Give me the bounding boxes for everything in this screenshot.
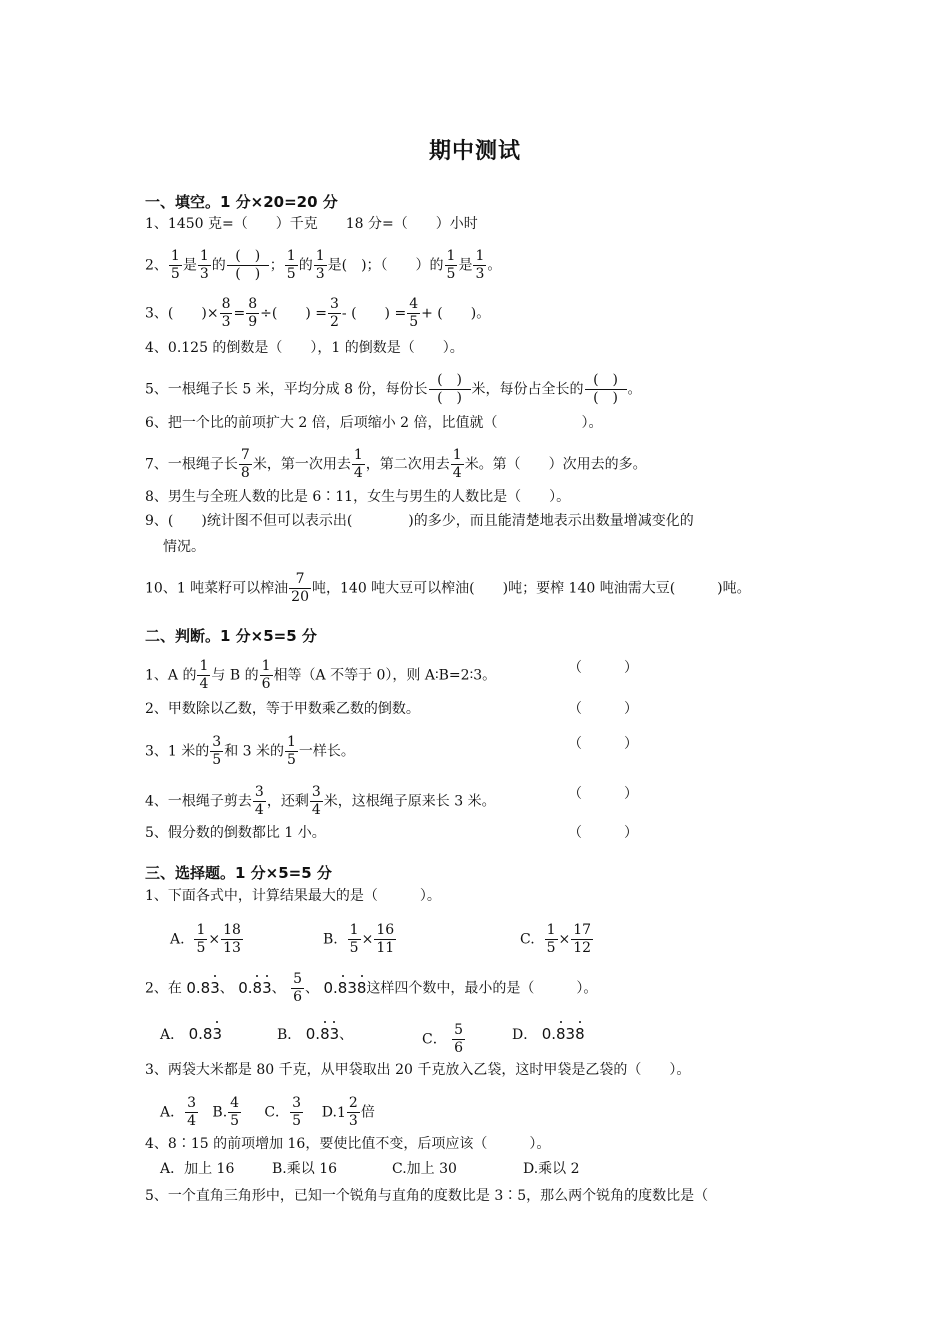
section-3-heading: 三、选择题。1 分×5=5 分: [145, 864, 332, 882]
q3-2-option-a: A． 0.83: [160, 1025, 222, 1043]
q3-item-5: 5、一个直角三角形中，已知一个锐角与直角的度数比是 3∶5，那么两个锐角的度数比是（: [145, 1188, 709, 1204]
q2-answer-3: （ ）: [568, 736, 638, 752]
q2-item-3: 3、1 米的 $\frac{3}{5}$ 和 3 米的 $\frac{1}{5}$ 一样长。: [145, 734, 355, 768]
q1-item-6: 6、把一个比的前项扩大 2 倍，后项缩小 2 倍，比值就（ ）。: [145, 415, 603, 431]
q3-2-option-b: B． 0.83、: [277, 1025, 354, 1043]
page-title: 期中测试: [428, 139, 521, 164]
q3-2-option-c: C． $\frac{5}{6}$: [422, 1022, 464, 1056]
q1-item-3: 3、( )× $\frac{8}{3}$ = $\frac{8}{9}$ ÷( ) = $\frac{3}{2}$ - ( ) = $\frac{4}{5}$ + ( )。: [145, 296, 491, 330]
q3-item-1: 1、下面各式中，计算结果最大的是（ ）。: [145, 888, 441, 904]
q1-item-1: 1、1450 克=（ ）千克 18 分=（ ）小时: [145, 216, 478, 232]
q3-4-option-d: D.乘以 2: [523, 1161, 580, 1177]
repeating-decimal-1: 0.83: [186, 978, 220, 997]
q2-item-4: 4、一根绳子剪去 $\frac{3}{4}$ ，还剩 $\frac{3}{4}$ 米，这根绳子原来长 3 米。: [145, 784, 496, 818]
q1-item-10: 10、1 吨菜籽可以榨油 $\frac{7}{20}$ 吨，140 吨大豆可以榨油( )吨；要榨 140 吨油需大豆( )吨。: [145, 571, 751, 605]
q1-item-2: 2、 $\frac{1}{5}$ 是 $\frac{1}{3}$ 的 $\frac{( )}{( )}$ ； $\frac{1}{5}$ 的 $\frac{1}{3}$ 是( )；（ ）的 $\frac{1}{5}$ 是 $\frac{1}{3}$ 。: [145, 248, 502, 282]
q1-item-5: 5、一根绳子长 5 米，平均分成 8 份，每份长 $\frac{( )}{( )}$ 米，每份占全长的 $\frac{( )}{( )}$ 。: [145, 372, 642, 406]
q2-item-5: 5、假分数的倒数都比 1 小。: [145, 825, 326, 841]
q3-1-option-c: C. $\frac{1}{5}$ × $\frac{17}{12}$: [520, 922, 592, 956]
q3-item-3: 3、两袋大米都是 80 千克，从甲袋取出 20 千克放入乙袋，这时甲袋是乙袋的（ ）。: [145, 1062, 691, 1078]
q3-1-option-a: A. $\frac{1}{5}$ × $\frac{18}{13}$: [170, 922, 241, 956]
q2-answer-5: （ ）: [568, 825, 638, 841]
q2-answer-2: （ ）: [568, 701, 638, 717]
q2-answer-1: （ ）: [568, 660, 638, 676]
q1-item-4: 4、0.125 的倒数是（ ），1 的倒数是（ ）。: [145, 340, 464, 356]
q1-item-7: 7、一根绳子长 $\frac{7}{8}$ 米，第一次用去 $\frac{1}{4}$ ，第二次用去 $\frac{1}{4}$ 米。第（ ）次用去的多。: [145, 447, 647, 481]
q1-item-9-cont: 情况。: [163, 539, 205, 555]
q3-3-options: A． $\frac{3}{4}$ B. $\frac{4}{5}$ C． $\frac{3}{5}$ D. 1 $\frac{2}{3}$ 倍: [160, 1095, 375, 1129]
q1-item-8: 8、男生与全班人数的比是 6∶11，女生与男生的人数比是（ ）。: [145, 489, 571, 505]
section-2-heading: 二、判断。1 分×5=5 分: [145, 627, 317, 645]
repeating-decimal-2: 0.83: [238, 978, 272, 997]
q3-item-4: 4、8∶15 的前项增加 16，要使比值不变，后项应该（ ）。: [145, 1136, 551, 1152]
repeating-decimal-3: 0.838: [323, 978, 367, 997]
section-1-heading: 一、填空。1 分×20=20 分: [145, 193, 338, 211]
q1-item-9: 9、( )统计图不但可以表示出( )的多少，而且能清楚地表示出数量增减变化的: [145, 513, 694, 529]
q2-item-2: 2、甲数除以乙数，等于甲数乘乙数的倒数。: [145, 701, 420, 717]
q3-1-option-b: B. $\frac{1}{5}$ × $\frac{16}{11}$: [323, 922, 395, 956]
q3-4-option-c: C.加上 30: [392, 1161, 457, 1177]
q2-answer-4: （ ）: [568, 786, 638, 802]
q3-item-2: 2、在 0.83、 0.83、 $\frac{5}{6}$ 、 0.838这样四个数中，最小的是（ ）。: [145, 971, 598, 1005]
q3-4-option-a: A．加上 16: [160, 1161, 235, 1177]
q2-item-1: 1、A 的 $\frac{1}{4}$ 与 B 的 $\frac{1}{6}$ 相等（A 不等于 0），则 A∶B=2∶3。: [145, 658, 497, 692]
q3-2-option-d: D． 0.838: [512, 1025, 585, 1043]
q3-4-option-b: B.乘以 16: [272, 1161, 338, 1177]
